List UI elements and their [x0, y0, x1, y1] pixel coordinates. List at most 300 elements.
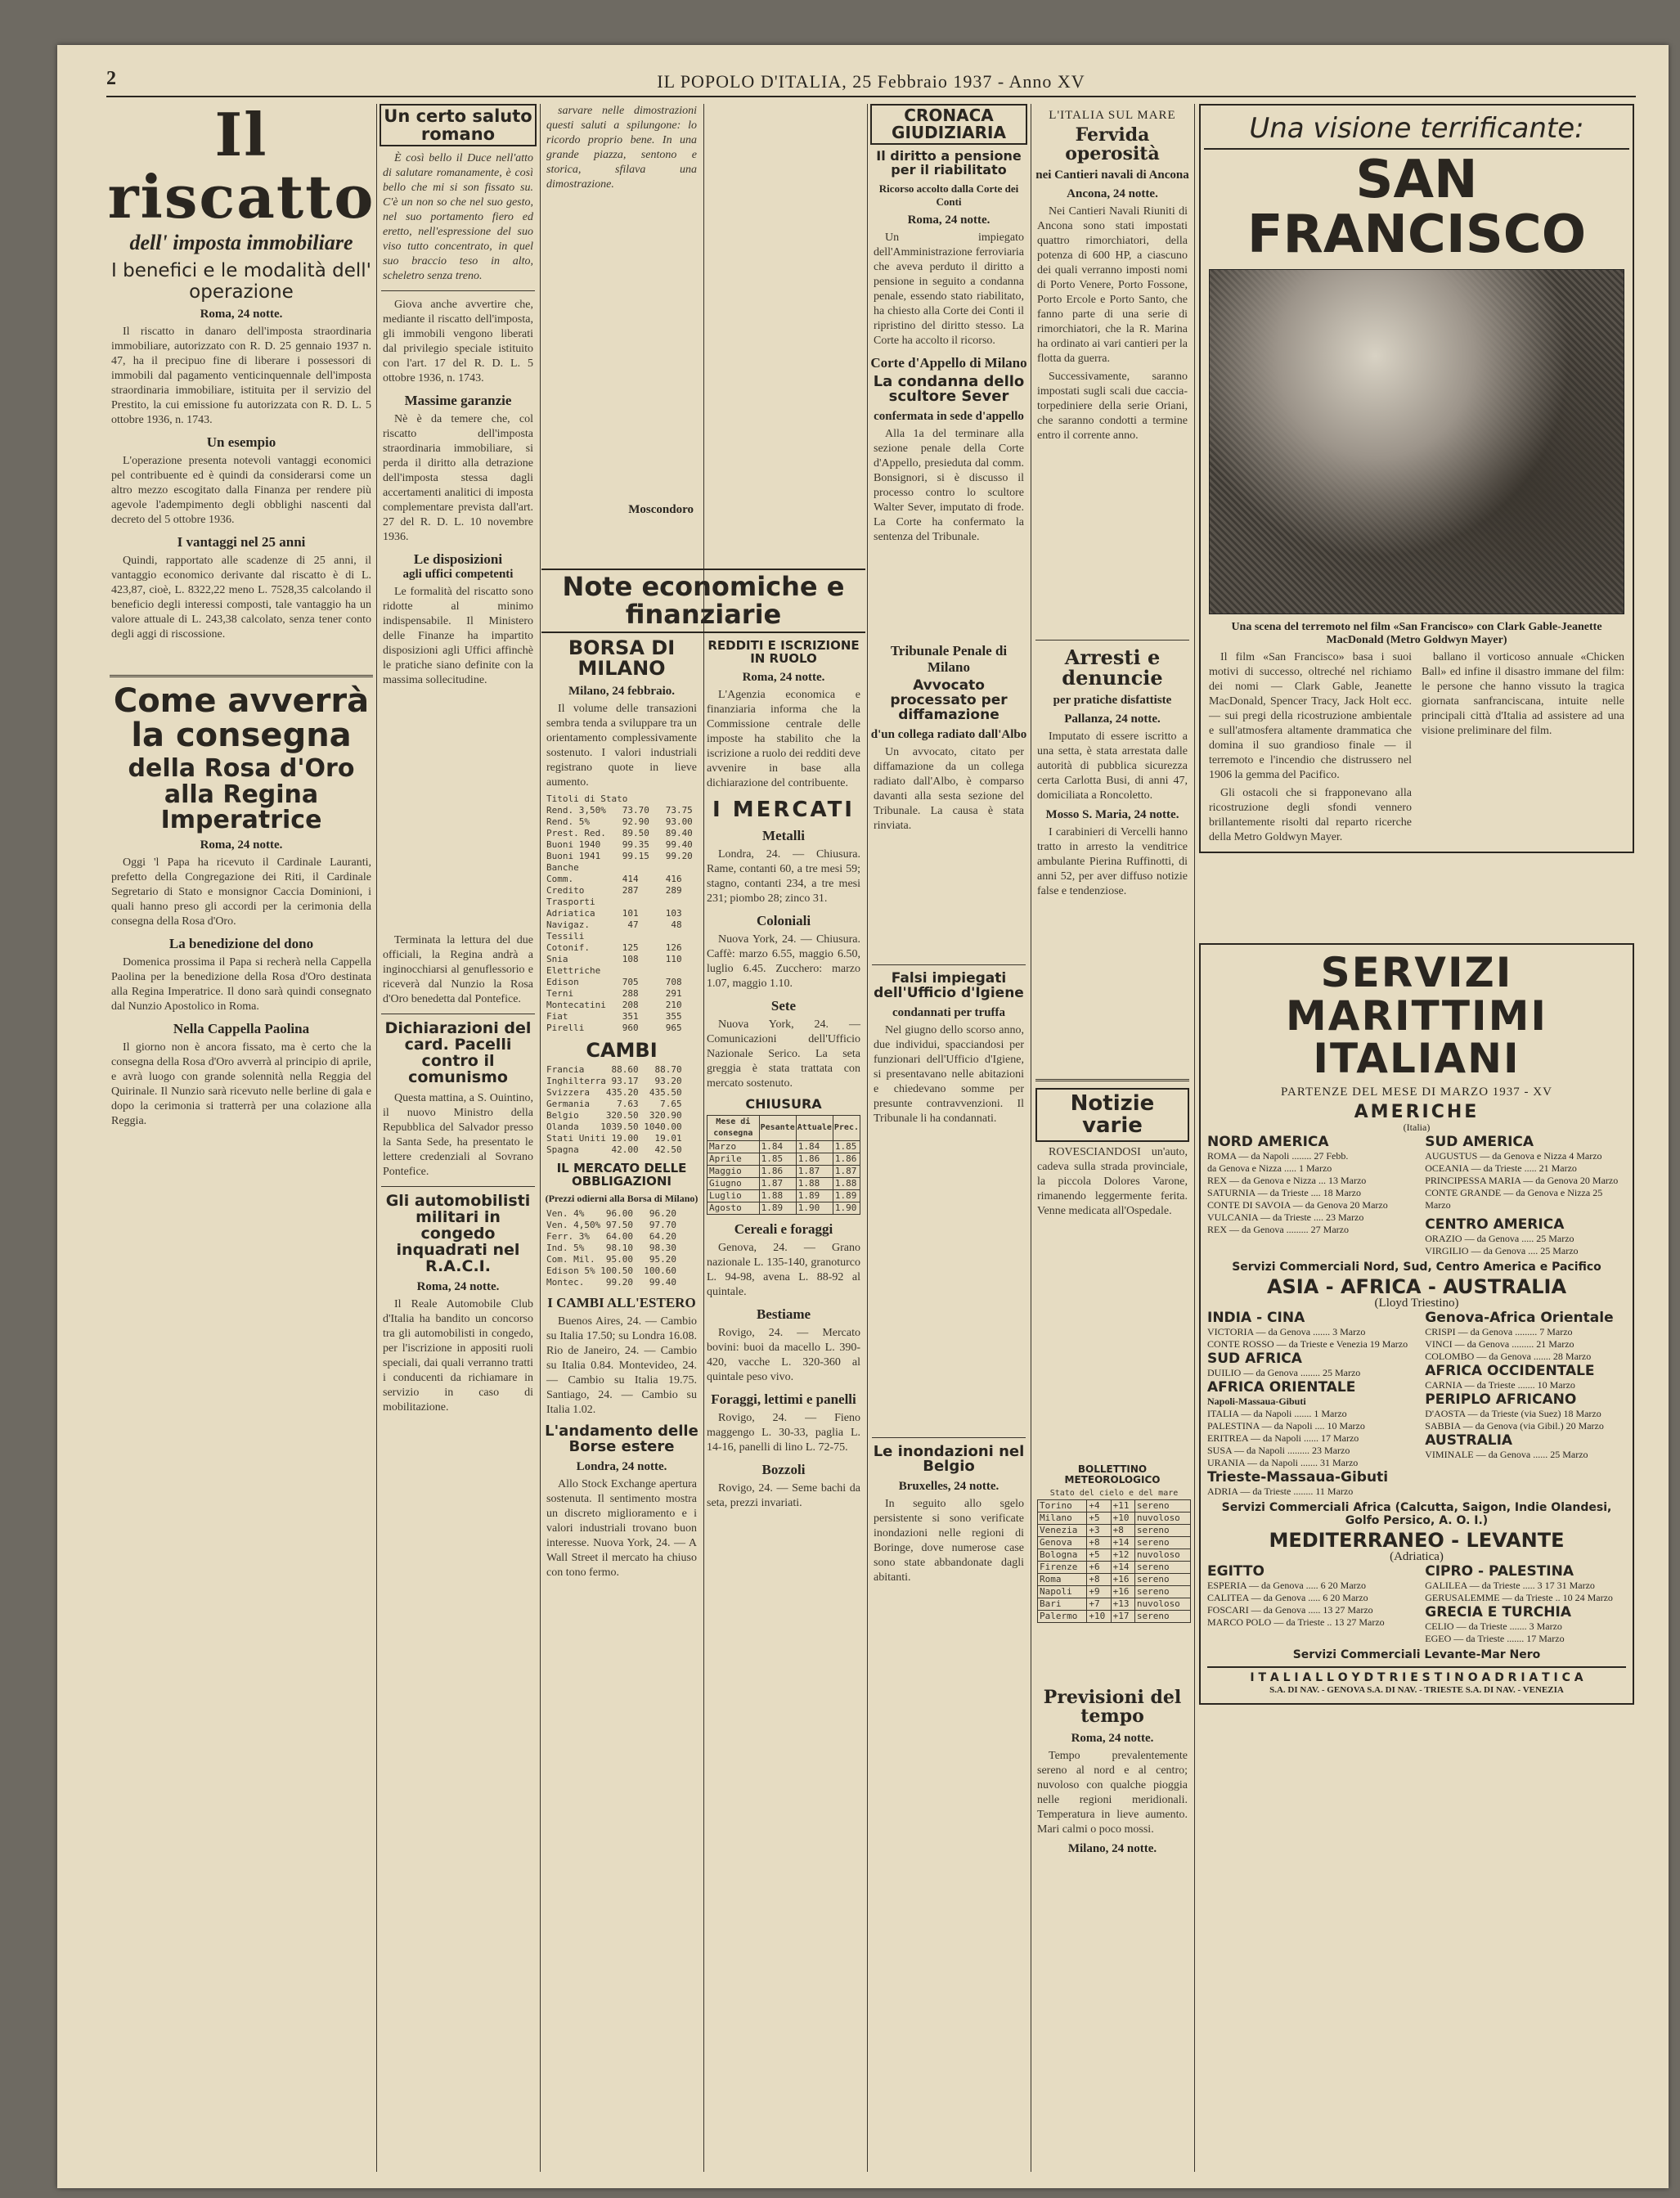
- table-cell: nuvoloso: [1134, 1598, 1190, 1611]
- table-row: Ind. 5% 98.10 98.30: [546, 1243, 676, 1254]
- table-row: Edison 705 708: [546, 976, 682, 987]
- article-text: ROVESCIANDOSI un'auto, cadeva sulla strada provinciale, la piccola Dolores Varone, rimanendo leggermente ferita. Venne medicata all'Ospedale.: [1037, 1146, 1188, 1218]
- headline: Gli automobilisti militari in congedo: [385, 1191, 531, 1243]
- table-row: Olanda 1039.50 1040.00: [546, 1121, 682, 1132]
- article-text: Imputato di essere iscritto a una setta, è stata arrestata dalle autorità di pubblica sicurezza certa Carlotta Busi, di anni 47, domiciliata a Roncoletto.: [1037, 730, 1188, 802]
- article-text: Il riscatto in danaro dell'imposta straordinaria immobiliare, autorizzato con R. D. 25 gennaio 1937 n. 47, ha il precipuo fine di liberare i possessori di immobili dal pagamento venticinquennale dell'imposta straordinaria immobiliare, istituita per il servizio del Prestito, la cui emissione fu autorizzata con R. D. L. 5 ottobre 1936, n. 1743.: [111, 326, 371, 427]
- table-cell: 1.87: [833, 1165, 860, 1177]
- ad-heading: Genova-Africa Orientale: [1425, 1310, 1614, 1327]
- list-item: CONTE DI SAVOIA — da Genova 20 Marzo: [1207, 1198, 1388, 1211]
- ad-heading-sub: Napoli-Massaua-Gibuti: [1207, 1396, 1306, 1408]
- table-cell: Giugno: [707, 1177, 760, 1189]
- list-item: ITALIA — da Napoli ....... 1 Marzo: [1207, 1408, 1347, 1420]
- ad-block: [1207, 1134, 1408, 1257]
- headline: SAN FRANCISCO: [1204, 148, 1629, 263]
- headline: Il diritto a pensione per il riabilitato: [876, 148, 1022, 178]
- section-title: CRONACA GIUDIZIARIA: [892, 106, 1006, 142]
- ad-block: [1207, 1310, 1408, 1498]
- table-cell: Maggio: [707, 1165, 760, 1177]
- list-item: ORAZIO — da Genova ..... 25 Marzo: [1425, 1232, 1574, 1244]
- table-cell: +10: [1087, 1611, 1111, 1623]
- article-text: In seguito allo sgelo persistente si sono verificate inondazioni nelle regioni di Boringe, dove numerose case sono state abbandonate dagli abitanti.: [874, 1498, 1024, 1584]
- headline: Le inondazioni nel Belgio: [873, 1442, 1025, 1476]
- subheadline: condannati per truffa: [892, 1005, 1006, 1019]
- list-item: CRISPI — da Genova ......... 7 Marzo: [1425, 1326, 1573, 1338]
- table-cell: 1.90: [796, 1202, 833, 1214]
- list-item: GERUSALEMME — da Trieste .. 10 24 Marzo: [1425, 1592, 1613, 1604]
- ad-block: [1425, 1563, 1626, 1645]
- ad-list: [1425, 1379, 1626, 1391]
- headline: Avvocato processato per diffamazione: [890, 677, 1008, 724]
- article-text: È così bello il Duce nell'atto di salutare romanamente, è così bello che mi si son fissato su. C'è un non so che nel suo gesto, nel suo portamento fiero ed eretto, nell'espressione del suo viso tutto concentrato, in quel suo braccio teso in alto, scheletro senza treno.: [383, 152, 533, 283]
- table-cell: +3: [1087, 1525, 1111, 1537]
- headline: Un certo saluto romano: [384, 106, 532, 145]
- table-cell: 1.88: [833, 1177, 860, 1189]
- headline: Previsioni del tempo: [1043, 1687, 1182, 1728]
- headline: Come avverrà la consegna: [113, 682, 370, 755]
- divider: [872, 1437, 1026, 1438]
- column-5: [1032, 104, 1193, 2173]
- ad-heading: SUD AFRICA: [1207, 1351, 1302, 1368]
- table-row: Terni 288 291: [546, 987, 682, 999]
- ad-heading: GRECIA E TURCHIA: [1425, 1604, 1571, 1621]
- ad-heading: AFRICA OCCIDENTALE: [1425, 1363, 1595, 1380]
- article-riscatto: [106, 104, 376, 2173]
- section-title: IN RUOLO: [750, 650, 817, 666]
- column-divider: [1194, 104, 1195, 2172]
- section-title: CHIUSURA: [745, 1095, 822, 1112]
- table-row: [1038, 1598, 1191, 1611]
- column-2: [378, 104, 538, 2173]
- table-row: Germania 7.63 7.65: [546, 1098, 682, 1109]
- article-text: Un avvocato, citato per diffamazione da un collega radiato dall'Albo, è comparso davanti alla sesta sezione del Tribunale. La causa è stata rinviata.: [874, 745, 1024, 832]
- article-text: Rovigo, 24. — Mercato bovini: buoi da macello L. 390-420, vacche L. 320-360 al quintale peso vivo.: [707, 1326, 860, 1383]
- section-heading: Bozzoli: [761, 1461, 806, 1477]
- table-cell: sereno: [1134, 1537, 1190, 1549]
- headline: Fervida operosità: [1065, 124, 1160, 165]
- table-cell: 1.86: [796, 1153, 833, 1165]
- ad-list: [1425, 1449, 1626, 1461]
- dateline: Roma, 24 notte.: [907, 213, 990, 227]
- table-cell: +5: [1087, 1513, 1111, 1525]
- table-row: Comm. 414 416: [546, 873, 682, 884]
- subtitle: dell' imposta immobiliare: [129, 231, 353, 255]
- table-row: [1038, 1562, 1191, 1574]
- table-cell: 1.87: [796, 1165, 833, 1177]
- dateline: Roma, 24 notte.: [200, 308, 283, 321]
- table-cell: 1.84: [759, 1140, 796, 1153]
- section-heading: I vantaggi nel 25 anni: [177, 534, 306, 551]
- table-row: [1038, 1549, 1191, 1562]
- headline: Falsi impiegati dell'Ufficio d'Igiene: [874, 969, 1024, 1001]
- article-text: Un impiegato dell'Amministrazione ferroviaria che aveva perduto il diritto a pensione in seguito a condanna penale, essendo stato riabilitato, ha chiesto alla Corte dei Conti il ripristino del diritto stesso. La Corte ha accolto il ricorso.: [874, 231, 1024, 347]
- divider: [872, 964, 1026, 965]
- subheadline: per pratiche disfattiste: [1053, 693, 1172, 707]
- ad-list: [1207, 1408, 1408, 1469]
- subtitle: della Rosa d'Oro: [128, 754, 355, 784]
- table-cell: sereno: [1134, 1586, 1190, 1598]
- cambi-table: [546, 1064, 697, 1156]
- dateline: Mosso S. Maria, 24 notte.: [1045, 807, 1179, 821]
- table-row: Snia 108 110: [546, 953, 682, 964]
- table-row: Banche: [546, 861, 579, 873]
- table-row: Ven. 4% 96.00 96.20: [546, 1208, 676, 1220]
- borsa-table: [546, 793, 697, 1034]
- ad-block: [1207, 1563, 1408, 1645]
- column-3: [541, 104, 702, 562]
- ad-heading: PERIPLO AFRICANO: [1425, 1391, 1577, 1409]
- article-text: Quindi, rapportato alle scadenze di 25 anni, il vantaggio economico derivante dal riscatto è di L. 423,87, cioè, L. 8322,22 meno L. 7528,35 calcolando il beneficio degli interessi composti, tale vantaggio ha un valore attuale di L. 243,38 calcolato, senza tener conto degli aggi di riscossione.: [111, 555, 371, 641]
- ad-list: [1425, 1150, 1626, 1211]
- list-item: CELIO — da Trieste ....... 3 Marzo: [1425, 1620, 1562, 1633]
- ad-row: [1207, 1134, 1626, 1257]
- table-row: Rend. 5% 92.90 93.00: [546, 816, 693, 827]
- headline: Dichiarazioni del card. Pacelli: [384, 1019, 532, 1054]
- table-cell: Agosto: [707, 1202, 760, 1214]
- section-label: L'ITALIA SUL MARE: [1049, 109, 1176, 122]
- table-row: Rend. 3,50% 73.70 73.75: [546, 804, 693, 816]
- section-heading: Tribunale Penale di Milano: [890, 643, 1008, 676]
- article-text: Il giorno non è ancora fissato, ma è certo che la consegna della Rosa d'Oro avverrà al principio di aprile, e avrà luogo con grande solennità nella Reggia del Quirinale. Il Nunzio sarà ricevuto nelle berline di gala e dopo la cerimonia si tratterrà per una colazione alla Reggia.: [111, 1041, 371, 1127]
- dateline: Ancona, 24 notte.: [1067, 187, 1158, 201]
- chiusura-table: [707, 1115, 860, 1215]
- table-cell: +7: [1087, 1598, 1111, 1611]
- table-row: [707, 1177, 860, 1189]
- masthead-rule: [106, 96, 1636, 97]
- table-row: Credito 287 289: [546, 884, 682, 896]
- article-text: Il film «San Francisco» basa i suoi motivi di successo, oltreché nel richiamo dei nomi — Clark Gable, Jeanette MacDonald, Spencer Tracy, Jack Holt ecc. — sui pregi della ricostruzione ambientale e sull'atmosfera altamente drammatica che domina il suo grandioso finale — il terremoto e l'incendio che distrussero nel 1906 la gemma del Pacifico. Gli ostacoli che si frapponevano alla ricostruzione degli sfondi vennero brillantemente risolti dal reparto ricerche della Metro Goldwyn Mayer.: [1209, 651, 1412, 844]
- table-row: Spagna 42.00 42.50: [546, 1144, 682, 1155]
- section-heading: Le disposizioni: [413, 551, 503, 568]
- article-text: Rovigo, 24. — Fieno maggengo L. 30-33, paglia L. 14-16, panelli di lino L. 72-75.: [707, 1411, 860, 1454]
- table-header-cell: Mese di consegna: [707, 1115, 760, 1140]
- table-cell: nuvoloso: [1134, 1513, 1190, 1525]
- table-row: [1038, 1500, 1191, 1513]
- table-cell: Torino: [1038, 1500, 1087, 1513]
- list-item: CONTE ROSSO — da Trieste e Venezia 19 Marzo: [1207, 1338, 1408, 1351]
- table-cell: 1.89: [833, 1189, 860, 1202]
- ad-row: [1207, 1563, 1626, 1645]
- table-cell: +17: [1111, 1611, 1134, 1623]
- ad-row: [1207, 1310, 1626, 1498]
- table-cell: Milano: [1038, 1513, 1087, 1525]
- section-heading: Coloniali: [756, 912, 811, 928]
- table-row: Buoni 1941 99.15 99.20: [546, 850, 693, 861]
- list-item: VIRGILIO — da Genova .... 25 Marzo: [1425, 1244, 1579, 1256]
- section-heading: Cereali e foraggi: [734, 1220, 833, 1237]
- list-item: SATURNIA — da Trieste .... 18 Marzo: [1207, 1186, 1361, 1198]
- column-divider: [867, 104, 868, 2172]
- table-row: [707, 1202, 860, 1214]
- section-heading: Sete: [770, 997, 797, 1014]
- table-row: Trasporti: [546, 896, 595, 907]
- table-cell: Firenze: [1038, 1562, 1087, 1574]
- finance-columns: [541, 633, 865, 1584]
- ad-section-sub: (Lloyd Triestino): [1374, 1297, 1459, 1310]
- list-item: da Genova e Nizza ..... 1 Marzo: [1207, 1162, 1332, 1174]
- list-item: DUILIO — da Genova ........ 25 Marzo: [1207, 1367, 1361, 1379]
- meteo-header: Stato del cielo e del mare: [1049, 1489, 1179, 1499]
- divider: [381, 290, 535, 291]
- subheadline: nei Cantieri navali di Ancona: [1035, 169, 1189, 182]
- list-item: EGEO — da Trieste ....... 17 Marzo: [1425, 1633, 1565, 1645]
- section-title: I MERCATI: [712, 797, 855, 822]
- table-row: Titoli di Stato: [546, 793, 628, 804]
- sanfrancisco-feature: [1199, 104, 1634, 853]
- list-item: ROMA — da Napoli ........ 27 Febb.: [1207, 1149, 1349, 1162]
- ad-list: [1425, 1620, 1626, 1645]
- list-item: PALESTINA — da Napoli .... 10 Marzo: [1207, 1420, 1365, 1432]
- dateline: Roma, 24 notte.: [1071, 1731, 1154, 1745]
- table-row: [1038, 1537, 1191, 1549]
- table-cell: 1.87: [759, 1177, 796, 1189]
- ad-services: Servizi Commerciali Levante-Mar Nero: [1292, 1648, 1541, 1662]
- headline: inquadrati nel R.A.C.I.: [396, 1240, 520, 1275]
- dateline: Bruxelles, 24 notte.: [898, 1480, 999, 1494]
- table-cell: sereno: [1134, 1574, 1190, 1586]
- table-cell: +9: [1087, 1586, 1111, 1598]
- meteo-table: [1037, 1488, 1191, 1623]
- ad-services: Servizi Commerciali Nord, Sud, Centro America e Pacifico: [1232, 1260, 1601, 1274]
- table-row: Edison 5% 100.50 100.60: [546, 1265, 676, 1277]
- section-heading: Nella Cappella Paolina: [173, 1020, 310, 1036]
- article-text: I carabinieri di Vercelli hanno tratto in arresto la venditrice ambulante Pierina Ruffinotti, di anni 52, per aver diffuso notizie false e tendenziose.: [1037, 825, 1188, 897]
- article-text: Tempo prevalentemente sereno al nord e al centro; nuvoloso con qualche pioggia nelle regioni meridionali. Temperatura in lieve aumento. Mari calmi o poco mossi.: [1037, 1749, 1188, 1836]
- table-cell: Venezia: [1038, 1525, 1087, 1537]
- article-text: Domenica prossima il Papa si recherà nella Cappella Paolina per la benedizione della Rosa d'Oro destinata alla Regina Imperatrice. Il dono sarà quindi consegnato dal Nunzio Apostolico in Roma.: [111, 955, 371, 1013]
- article-text: Rovigo, 24. — Seme bachi da seta, prezzi invariati.: [707, 1481, 860, 1509]
- headline: contro il comunismo: [408, 1051, 508, 1086]
- article-text: Allo Stock Exchange apertura sostenuta. Il sentimento mostra un discreto miglioramento e i valori industriali trovano buon interesse. Nuova York, 24. — A Wall Street il mercato ha chiuso con tono fermo.: [546, 1478, 697, 1580]
- table-cell: sereno: [1134, 1525, 1190, 1537]
- table-cell: +14: [1111, 1562, 1134, 1574]
- section-heading: Bestiame: [756, 1306, 811, 1322]
- list-item: SABBIA — da Genova (via Gibil.) 20 Marzo: [1425, 1420, 1604, 1432]
- article-text: Le formalità del riscatto sono ridotte al minimo indispensabile. Il Ministero delle Finanze ha impartito disposizioni agli Uffici affinchè le pratiche siano definite con la massima sollecitudine.: [383, 586, 533, 687]
- section-title: REDDITI E ISCRIZIONE: [707, 638, 860, 654]
- list-item: OCEANIA — da Trieste ..... 21 Marzo: [1425, 1162, 1577, 1174]
- table-row: Francia 88.60 88.70: [546, 1063, 682, 1075]
- cronaca-box: [870, 104, 1027, 145]
- list-item: SUSA — da Napoli ......... 23 Marzo: [1207, 1445, 1350, 1457]
- table-row: Buoni 1940 99.35 99.40: [546, 838, 693, 850]
- ad-heading: Trieste-Massaua-Gibuti: [1207, 1469, 1389, 1486]
- ad-section-sub: (Adriatica): [1390, 1550, 1444, 1564]
- article-text: Genova, 24. — Grano nazionale L. 135-140, granoturco L. 94-98, avena L. 88-92 al quintale.: [707, 1241, 860, 1298]
- section-heading: agli uffici competenti: [402, 568, 514, 582]
- article-text: Nel giugno dello scorso anno, due individui, spacciandosi per funzionari dell'Ufficio d'Igiene, si presentavano nelle abitazioni e chiedevano somme per presunte contravvenzioni. Il Tribunale li ha condannati.: [874, 1023, 1024, 1125]
- table-row: Cotonif. 125 126: [546, 942, 682, 953]
- article-text: Questa mattina, a S. Ouintino, il nuovo Ministro della Repubblica del Salvador presso la Santa Sede, ha presentato le lettere credenziali al Sovrano Pontefice.: [383, 1091, 533, 1178]
- column-4: [869, 104, 1029, 2173]
- column-divider: [540, 104, 541, 2172]
- table-row: Com. Mil. 95.00 95.20: [546, 1254, 676, 1265]
- ad-heading: CIPRO - PALESTINA: [1425, 1563, 1574, 1580]
- subheadline: d'un collega radiato dall'Albo: [870, 727, 1027, 741]
- table-cell: sereno: [1134, 1562, 1190, 1574]
- table-row: [1038, 1525, 1191, 1537]
- article-text: Buenos Aires, 24. — Cambio su Italia 17.50; su Londra 16.08. Rio de Janeiro, 24. — Cambio su Italia 0.84. Montevideo, 24. — Cambio su Italia 19.75. Santiago, 24. — Cambio su Italia 1.02.: [546, 1315, 697, 1417]
- table-row: Pirelli 960 965: [546, 1022, 682, 1033]
- ad-footer-line: I T A L I A L L O Y D T R I E S T I N O A D R I A T I C A: [1250, 1671, 1583, 1685]
- page-number: 2: [106, 68, 116, 89]
- section-title: CAMBI: [586, 1038, 658, 1062]
- table-cell: +8: [1087, 1574, 1111, 1586]
- section-title: BORSA DI MILANO: [568, 636, 676, 681]
- ad-section: AMERICHE: [1354, 1101, 1480, 1122]
- list-item: ESPERIA — da Genova ..... 6 20 Marzo: [1207, 1580, 1366, 1592]
- table-cell: 1.86: [759, 1165, 796, 1177]
- table-row: Svizzera 435.20 435.50: [546, 1086, 682, 1098]
- table-cell: 1.88: [796, 1177, 833, 1189]
- list-item: CALITEA — da Genova ..... 6 20 Marzo: [1207, 1592, 1368, 1604]
- newspaper-page: [57, 45, 1669, 2188]
- table-cell: 1.89: [796, 1189, 833, 1202]
- table-header-cell: Pesante: [759, 1115, 796, 1140]
- dateline: Londra, 24 notte.: [576, 1460, 667, 1474]
- ad-list: [1207, 1326, 1408, 1351]
- table-row: Stati Uniti 19.00 19.01: [546, 1132, 682, 1144]
- ad-list: [1425, 1408, 1626, 1432]
- table-cell: +4: [1087, 1500, 1111, 1513]
- ad-footer: [1207, 1666, 1626, 1697]
- section-heading: Metalli: [762, 827, 805, 843]
- finance-banner: Note economiche e finanziarie: [541, 569, 865, 633]
- table-cell: +5: [1087, 1549, 1111, 1562]
- table-cell: sereno: [1134, 1500, 1190, 1513]
- section-heading: I CAMBI ALL'ESTERO: [547, 1295, 696, 1311]
- table-cell: Genova: [1038, 1537, 1087, 1549]
- ad-title: ITALIANI: [1313, 1035, 1521, 1083]
- divider: [381, 1186, 535, 1187]
- section-heading: Foraggi, lettimi e panelli: [711, 1391, 856, 1407]
- table-row: [707, 1165, 860, 1177]
- ad-footer-line: S.A. DI NAV. - GENOVA S.A. DI NAV. - TRIESTE S.A. DI NAV. - VENEZIA: [1269, 1685, 1564, 1696]
- table-row: [707, 1153, 860, 1165]
- table-row: [1038, 1574, 1191, 1586]
- ad-heading: EGITTO: [1207, 1563, 1264, 1580]
- dateline: Milano, 24 febbraio.: [568, 684, 675, 698]
- list-item: ERITREA — da Napoli ...... 17 Marzo: [1207, 1432, 1359, 1445]
- meteo-title: BOLLETTINO METEOROLOGICO: [1064, 1463, 1161, 1486]
- headline: Arresti e denuncie: [1062, 645, 1163, 690]
- table-cell: 1.88: [759, 1189, 796, 1202]
- table-row: [707, 1140, 860, 1153]
- table-row: Belgio 320.50 320.90: [546, 1109, 682, 1121]
- article-text: L'Agenzia economica e finanziaria informa che la Commissione centrale delle imposte ha stabilito che la iscrizione a ruolo dei redditi deve avvenire in base alla dichiarazione del contribuente.: [707, 688, 860, 789]
- article-text: L'operazione presenta notevoli vantaggi economici pel contribuente ed è quindi da considerarsi come un altro mezzo escogitato dalla Finanza per rendere più agevole l'adempimento degli obblighi nascenti dal decreto del 5 ottobre 1936.: [111, 455, 371, 527]
- list-item: VULCANIA — da Trieste .... 23 Marzo: [1207, 1211, 1364, 1223]
- list-item: REX — da Genova e Nizza ... 13 Marzo: [1207, 1174, 1367, 1186]
- section-title: IL MERCATO DELLE OBBLIGAZIONI: [556, 1160, 687, 1189]
- table-cell: Luglio: [707, 1189, 760, 1202]
- table-cell: Bologna: [1038, 1549, 1087, 1562]
- table-cell: +8: [1087, 1537, 1111, 1549]
- ad-heading: AFRICA ORIENTALE: [1207, 1379, 1356, 1396]
- table-cell: +8: [1111, 1525, 1134, 1537]
- ad-list: [1425, 1326, 1626, 1363]
- table-row: Tessili: [546, 930, 585, 942]
- maritime-ad: [1199, 943, 1634, 1705]
- table-cell: Roma: [1038, 1574, 1087, 1586]
- table-row: Navigaz. 47 48: [546, 919, 682, 930]
- divider: [1035, 1079, 1189, 1081]
- table-row: [1038, 1611, 1191, 1623]
- section-title: L'andamento delle Borse estere: [545, 1423, 699, 1456]
- photo-caption: Una scena del terremoto nel film «San Francisco» con Clark Gable-Jeanette MacDonald (Metro Goldwyn Mayer): [1231, 621, 1602, 647]
- list-item: VIMINALE — da Genova ...... 25 Marzo: [1425, 1449, 1588, 1461]
- article-text: Il Reale Automobile Club d'Italia ha bandito un concorso tra gli automobilisti in congedo, per l'iscrizione in appositi ruoli speciali, dai quali verranno tratti i conducenti da richiamare in servizio in caso di mobilitazione.: [383, 1297, 533, 1414]
- table-row: Adriatica 101 103: [546, 907, 682, 919]
- article-text: Giova anche avvertire che, mediante il riscatto dell'imposta, gli immobili vengono liberati dal privilegio speciale istituito con l'art. 17 del R. D. L. 5 ottobre 1936, n. 1743.: [383, 299, 533, 385]
- ad-heading: AUSTRALIA: [1425, 1432, 1513, 1450]
- column-6: [1196, 104, 1637, 2173]
- article-text: Terminata la lettura del due officiali, la Regina andrà a inginocchiarsi al genuflessorio e riceverà dal Nunzio la Rosa d'Oro benedetta dal Pontefice.: [383, 934, 533, 1006]
- list-item: VICTORIA — da Genova ....... 3 Marzo: [1207, 1326, 1366, 1338]
- ad-heading: NORD AMERICA: [1207, 1133, 1329, 1150]
- table-cell: Bari: [1038, 1598, 1087, 1611]
- list-item: D'AOSTA — da Trieste (via Suez) 18 Marzo: [1425, 1408, 1601, 1420]
- ad-list: [1207, 1580, 1408, 1629]
- table-cell: Napoli: [1038, 1586, 1087, 1598]
- article-text: Il volume delle transazioni sembra tenda a sviluppare tra un orientamento complessivamente sostenuto. I valori industriali registrano quote in lieve aumento.: [546, 702, 697, 789]
- list-item: CONTE GRANDE — da Genova e Nizza 25 Marzo: [1425, 1186, 1603, 1211]
- table-header-cell: Attuale: [796, 1115, 833, 1140]
- headline-box: [380, 104, 537, 146]
- table-cell: +14: [1111, 1537, 1134, 1549]
- table-row: Montecatini 208 210: [546, 999, 682, 1010]
- article-text: Londra, 24. — Chiusura. Rame, contanti 60, a tre mesi 59; stagno, contanti 234, a tre mesi 231; piombo 28; zinco 31.: [707, 847, 860, 905]
- table-cell: 1.84: [796, 1140, 833, 1153]
- list-item: CARNIA — da Trieste ....... 10 Marzo: [1425, 1379, 1575, 1391]
- list-item: REX — da Genova ......... 27 Marzo: [1207, 1223, 1349, 1235]
- article-text: Oggi 'l Papa ha ricevuto il Cardinale Lauranti, prefetto della Congregazione dei Riti, il Cardinale Segretario di Stato e monsignor Caccia Dominioni, i quali hanno preso gli accordi per la cerimonia della consegna della Rosa d'Oro.: [111, 856, 371, 928]
- table-header-cell: Prec.: [833, 1115, 860, 1140]
- table-cell: 1.90: [833, 1202, 860, 1214]
- ad-list: [1207, 1150, 1408, 1236]
- feature-text: [1204, 650, 1629, 848]
- table-row: [1038, 1513, 1191, 1525]
- subtitle: alla Regina Imperatrice: [160, 780, 322, 835]
- subheadline: confermata in sede d'appello: [874, 410, 1024, 424]
- headline: Notizie varie: [1035, 1088, 1189, 1143]
- list-item: GALILEA — da Trieste ..... 3 17 31 Marzo: [1425, 1580, 1595, 1592]
- dateline: Roma, 24 notte.: [200, 838, 283, 852]
- list-item: MARCO POLO — da Trieste .. 13 27 Marzo: [1207, 1616, 1385, 1629]
- table-cell: 1.86: [833, 1153, 860, 1165]
- ad-list: [1207, 1367, 1408, 1379]
- table-cell: sereno: [1134, 1611, 1190, 1623]
- ad-services: Servizi Commerciali Africa (Calcutta, Saigon, Indie Olandesi, Golfo Persico, A. O. I.): [1221, 1501, 1612, 1528]
- ad-section-sub: (Italia): [1403, 1121, 1431, 1133]
- divider: [110, 675, 373, 677]
- ad-list: [1207, 1486, 1408, 1498]
- section-heading: Un esempio: [206, 434, 276, 451]
- table-cell: +10: [1111, 1513, 1134, 1525]
- table-cell: +16: [1111, 1574, 1134, 1586]
- article-text: ballano il vorticoso annuale «Chicken Ball» ed infine il disastro immane del film: le persone che hanno vissuto la tragica giornata sanfranciscana, intuite nelle principali città d'Italia ad assistere ad una visione preliminare del film.: [1422, 651, 1624, 738]
- table-cell: Marzo: [707, 1140, 760, 1153]
- ad-subtitle: PARTENZE DEL MESE DI MARZO 1937 - XV: [1281, 1085, 1552, 1099]
- table-cell: +13: [1111, 1598, 1134, 1611]
- ad-list: [1425, 1233, 1626, 1257]
- ad-heading: INDIA - CINA: [1207, 1310, 1305, 1327]
- table-cell: +12: [1111, 1549, 1134, 1562]
- dateline: Roma, 24 notte.: [416, 1279, 500, 1293]
- table-header-row: [707, 1115, 860, 1140]
- list-item: COLOMBO — da Genova ....... 28 Marzo: [1425, 1351, 1592, 1363]
- ad-heading: SUD AMERICA: [1425, 1133, 1534, 1150]
